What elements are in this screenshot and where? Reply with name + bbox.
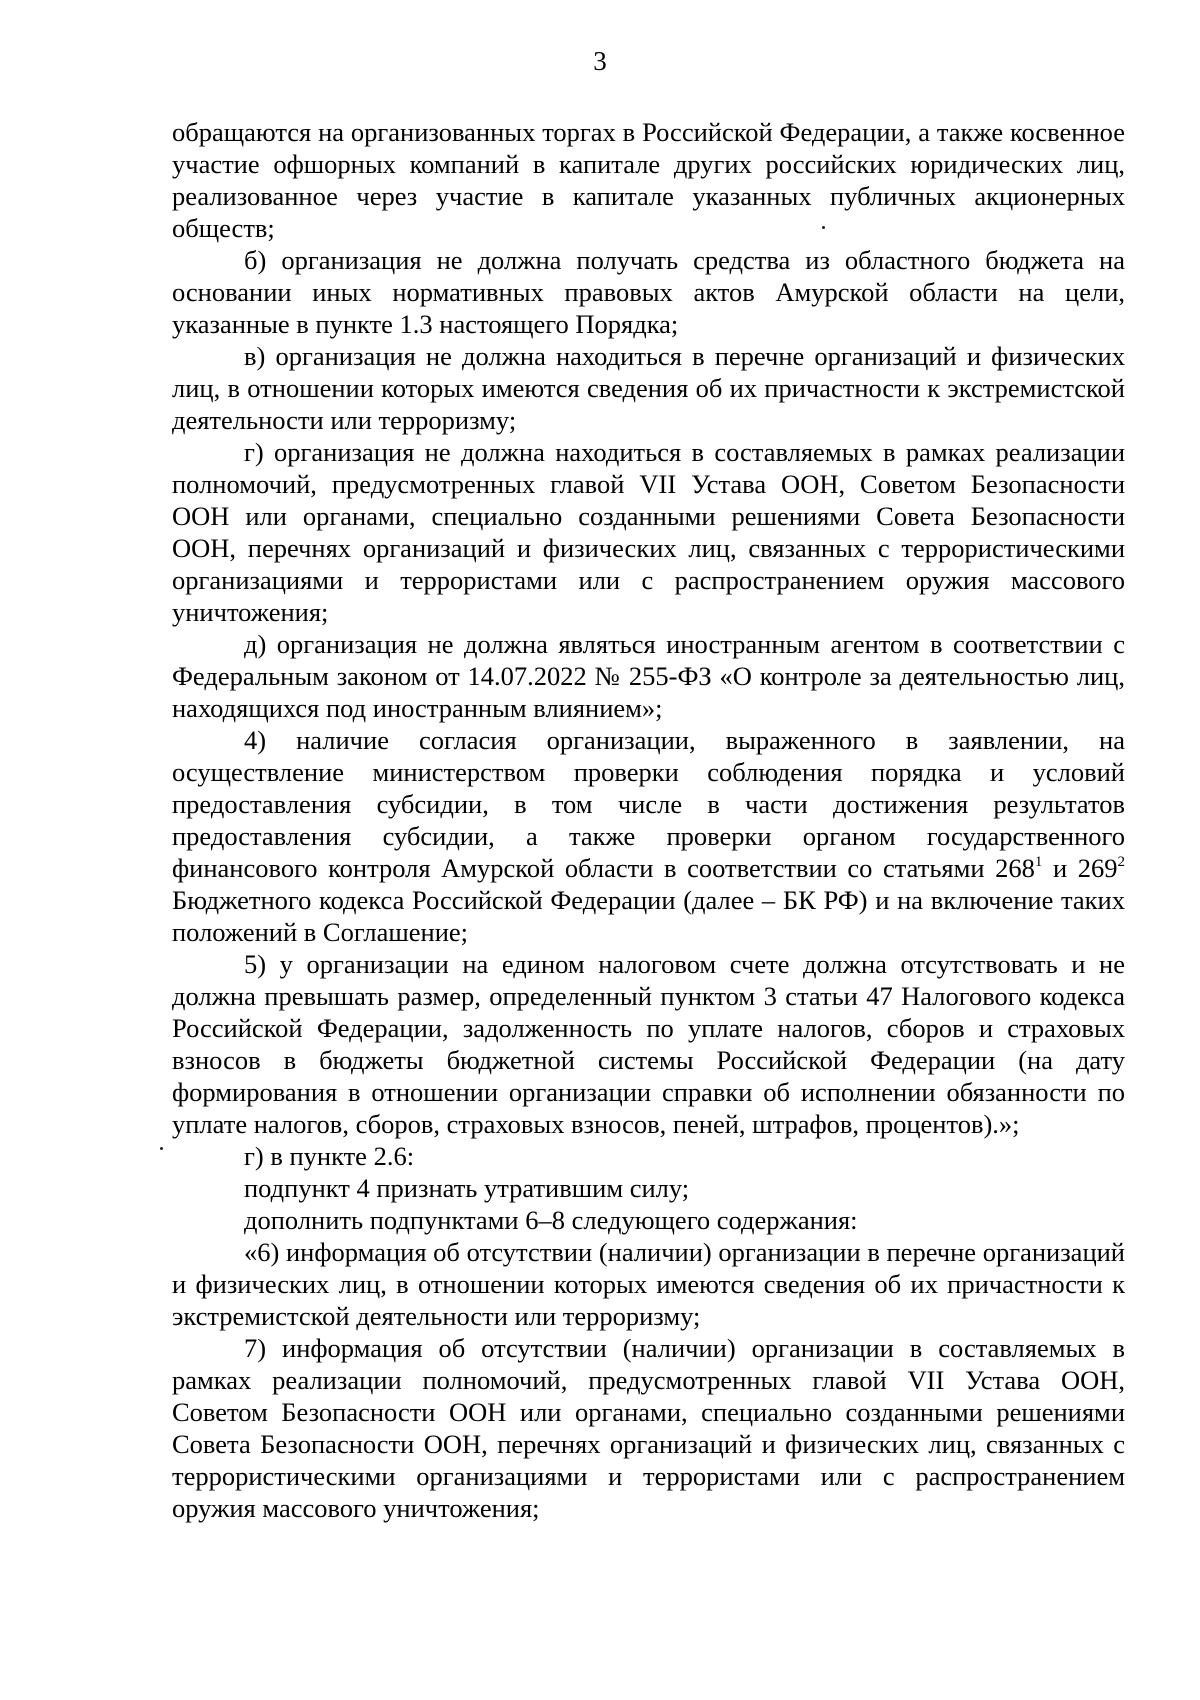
paragraph-item-g: г) организация не должна находиться в составляемых в рамках реализации полномочий, предусмотренных главой VII Устава ООН, Советом Безопасности ООН или органами, специально созданными решениями Совета Безопасности ООН, перечнях организаций и физических лиц, связанных с террористическими организациями и террористами или с распространением оружия массового уничтожения; [172,437,1125,627]
paragraph-g-point-2-6: г) в пункте 2.6: [244,1141,415,1171]
paragraph-item-4 [172,724,1125,948]
scan-speck [160,1147,163,1150]
paragraph-item-4-text-3: Бюджетного кодекса Российской Федерации (далее – БК РФ) и на включение таких положений в Соглашение; [172,885,1125,947]
paragraph-item-b: б) организация не должна получать средства из областного бюджета на основании иных нормативных правовых актов Амурской области на цели, указанные в пункте 1.3 настоящего Порядка; [172,245,1125,339]
document-body [172,116,1125,1524]
paragraph-subpoint-4-void: подпункт 4 признать утратившим силу; [244,1173,690,1203]
scan-speck [822,226,825,229]
paragraph-item-v: в) организация не должна находиться в перечне организаций и физических лиц, в отношении которых имеются сведения об их причастности к экстремистской деятельности или терроризму; [172,341,1125,435]
superscript-2: 2 [1117,854,1126,870]
page-number: 3 [593,46,607,76]
paragraph-item-4-text-2: и 269 [1042,853,1118,883]
paragraph-item-4-text-1: 4) наличие согласия организации, выраженного в заявлении, на осуществление министерством проверки соблюдения порядка и условий предоставления субсидии, в том числе в части достижения результатов предоставления субсидии, а также проверки органом государственного финансового контроля Амурской области в соответствии со статьями 268 [172,725,1125,883]
paragraph-item-5: 5) у организации на едином налоговом счете должна отсутствовать и не должна превышать размер, определенный пунктом 3 статьи 47 Налогового кодекса Российской Федерации, задолженность по уплате налогов, сборов и страховых взносов в бюджеты бюджетной системы Российской Федерации (на дату формирования в отношении организации справки об исполнении обязанности по уплате налогов, сборов, страховых взносов, пеней, штрафов, процентов).»; [172,949,1125,1139]
paragraph-continuation: обращаются на организованных торгах в Российской Федерации, а также косвенное участие офшорных компаний в капитале других российских юридических лиц, реализованное через участие в капитале указанных публичных акционерных обществ; [172,117,1125,243]
paragraph-item-d: д) организация не должна являться иностранным агентом в соответствии с Федеральным законом от 14.07.2022 № 255-ФЗ «О контроле за деятельностью лиц, находящихся под иностранным влиянием»; [172,629,1125,723]
paragraph-add-subpoints: дополнить подпунктами 6–8 следующего содержания: [244,1205,858,1235]
paragraph-item-7: 7) информация об отсутствии (наличии) организации в составляемых в рамках реализации полномочий, предусмотренных главой VII Устава ООН, Советом Безопасности ООН или органами, специально созданными решениями Совета Безопасности ООН, перечнях организаций и физических лиц, связанных с террористическими организациями и террористами или с распространением оружия массового уничтожения; [172,1333,1125,1523]
superscript-1: 1 [1034,854,1043,870]
paragraph-item-6: «6) информация об отсутствии (наличии) организации в перечне организаций и физических лиц, в отношении которых имеются сведения об их причастности к экстремистской деятельности или терроризму; [172,1237,1125,1331]
